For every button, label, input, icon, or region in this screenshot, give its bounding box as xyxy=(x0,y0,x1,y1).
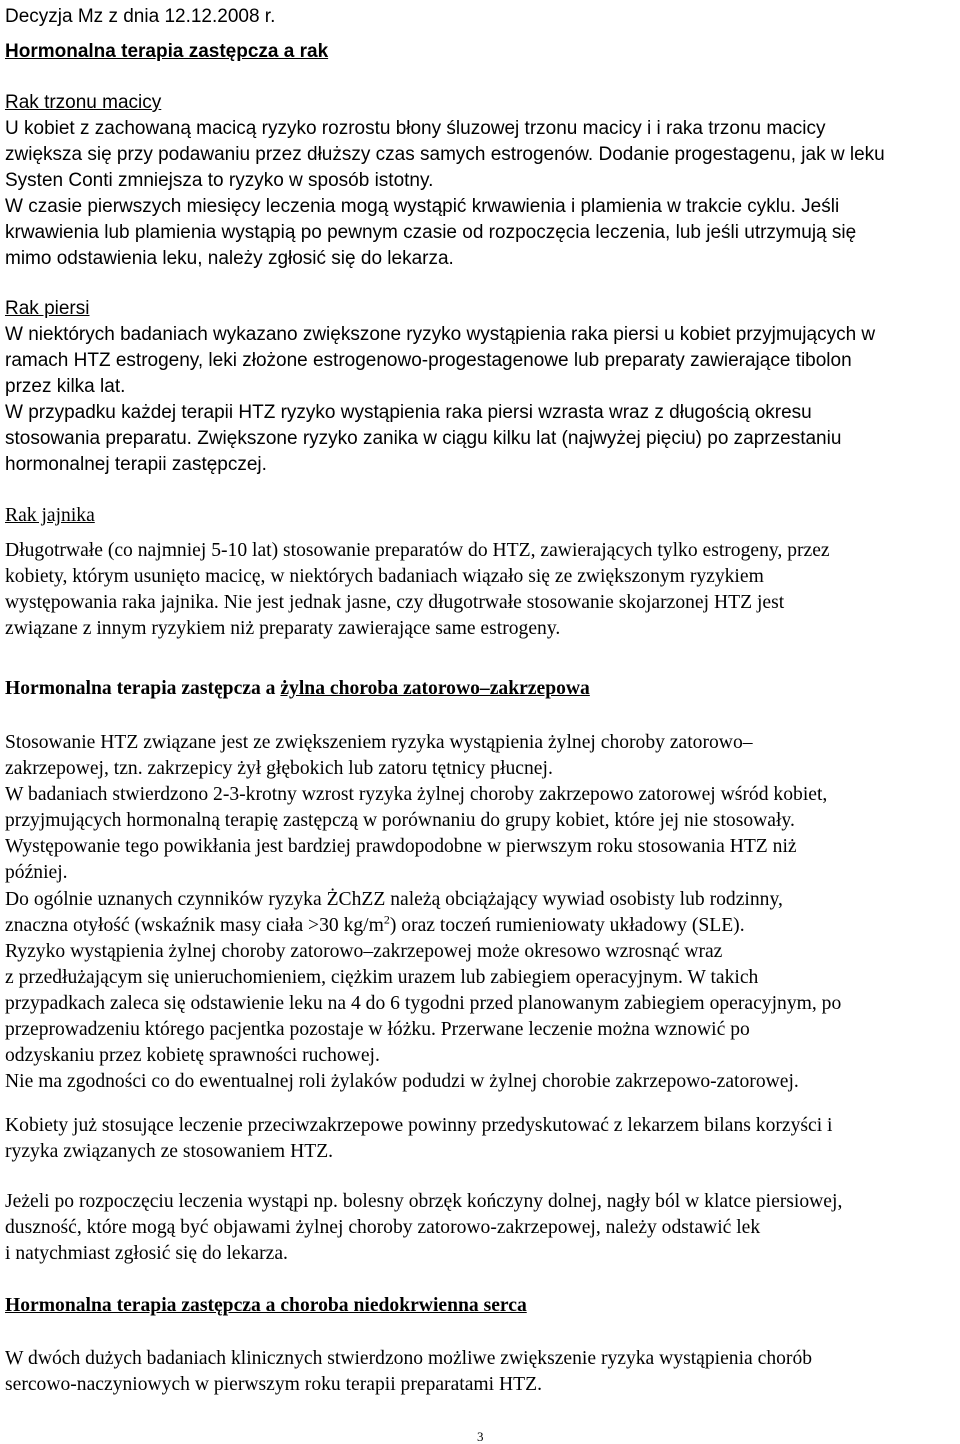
title-emphasis: żylna xyxy=(280,678,325,699)
text-line: stosowania preparatu. Zwiększone ryzyko zanika w ciągu kilku lat (najwyżej pięciu) po zaprzestaniu xyxy=(5,428,842,449)
text-line: zwiększa się przy podawaniu przez dłuższy czas samych estrogenów. Dodanie progestagenu, jak w leku xyxy=(5,144,885,165)
text-line: związane z innym ryzykiem niż preparaty zawierające same estrogeny. xyxy=(5,618,561,640)
text-line: z przedłużającym się unieruchomieniem, ciężkim urazem lub zabiegiem operacyjnym. W takich xyxy=(5,966,759,988)
subheading-breast-cancer: Rak piersi xyxy=(5,298,90,319)
text-line: Systen Conti zmniejsza to ryzyko w sposób istotny. xyxy=(5,170,434,191)
title-prefix: Hormonalna terapia zastępcza a xyxy=(5,678,281,699)
text-line: Długotrwałe (co najmniej 5-10 lat) stosowanie preparatów do HTZ, zawierających tylko estrogeny, przez xyxy=(5,540,830,561)
text-fragment: ) oraz toczeń rumieniowaty układowy (SLE). xyxy=(389,914,745,936)
text-line: W niektórych badaniach wykazano zwiększone ryzyko wystąpienia raka piersi u kobiet przyjmujących w xyxy=(5,324,876,345)
heart-disease-paragraph xyxy=(5,1346,960,1398)
endometrial-cancer-block xyxy=(5,90,960,272)
text-line: przyjmujących hormonalną terapię zastępczą w porównaniu do grupy kobiet, które jej nie stosowały. xyxy=(5,810,795,832)
text-line: przeprowadzeniu którego pacjentka pozostaje w łóżku. Przerwane leczenie można wznowić po xyxy=(5,1019,750,1041)
text-line: mimo odstawienia leku, należy zgłosić się do lekarza. xyxy=(5,248,454,269)
page-number: 3 xyxy=(477,1429,484,1444)
text-line: odzyskaniu przez kobietę sprawności ruchowej. xyxy=(5,1045,380,1067)
section-title-heart-disease: Hormonalna terapia zastępcza a choroba niedokrwienna serca xyxy=(5,1295,527,1316)
text-line: U kobiet z zachowaną macicą ryzyko rozrostu błony śluzowej trzonu macicy i i raka trzonu macicy xyxy=(5,118,826,139)
text-line: kobiety, którym usunięto macicę, w niektórych badaniach wiązało się ze zwiększonym ryzykiem xyxy=(5,566,764,588)
text-line: W czasie pierwszych miesięcy leczenia mogą wystąpić krwawienia i plamienia w trakcie cyklu. Jeśli xyxy=(5,196,840,217)
breast-cancer-block xyxy=(5,296,960,478)
subheading-endometrial-cancer: Rak trzonu macicy xyxy=(5,92,162,113)
symptoms-paragraph xyxy=(5,1189,960,1267)
title-suffix: choroba zatorowo–zakrzepowa xyxy=(325,678,590,699)
text-line: ramach HTZ estrogeny, leki złożone estrogenowo-progestagenowe lub preparaty zawierające tibolon xyxy=(5,350,852,371)
text-line: Kobiety już stosujące leczenie przeciwzakrzepowe powinny przedyskutować z lekarzem bilans korzyści i xyxy=(5,1115,833,1136)
text-line: W dwóch dużych badaniach klinicznych stwierdzono możliwe zwiększenie ryzyka wystąpienia chorób xyxy=(5,1348,813,1369)
decision-header: Decyzja Mz z dnia 12.12.2008 r. xyxy=(5,6,276,27)
text-line: Jeżeli po rozpoczęciu leczenia wystąpi np. bolesny obrzęk kończyny dolnej, nagły ból w klatce piersiowej, xyxy=(5,1191,843,1212)
text-line: Występowanie tego powikłania jest bardziej prawdopodobne w pierwszym roku stosowania HTZ niż xyxy=(5,836,797,858)
text-line: przypadkach zaleca się odstawienie leku na 4 do 6 tygodni przed planowanym zabiegiem operacyjnym, po xyxy=(5,992,842,1014)
text-line: występowania raka jajnika. Nie jest jednak jasne, czy długotrwałe stosowanie skojarzonej HTZ jest xyxy=(5,592,785,614)
text-line: Do ogólnie uznanych czynników ryzyka ŻChZZ należą obciążający wywiad osobisty lub rodzinny, xyxy=(5,888,783,910)
text-line: Ryzyko wystąpienia żylnej choroby zatorowo–zakrzepowej może okresowo wzrosnąć wraz xyxy=(5,940,723,962)
text-line: ryzyka związanych ze stosowaniem HTZ. xyxy=(5,1141,334,1163)
text-line: W badaniach stwierdzono 2-3-krotny wzrost ryzyka żylnej choroby zakrzepowo zatorowej wśród kobiet, xyxy=(5,784,828,806)
subheading-ovarian-cancer: Rak jajnika xyxy=(5,505,95,526)
text-line: hormonalnej terapii zastępczej. xyxy=(5,454,267,475)
text-line: przez kilka lat. xyxy=(5,376,126,397)
text-line: i natychmiast zgłosić się do lekarza. xyxy=(5,1243,288,1265)
ovarian-cancer-paragraph xyxy=(5,538,960,642)
anticoagulant-paragraph xyxy=(5,1113,960,1165)
text-line xyxy=(5,913,960,939)
section-title-cancer: Hormonalna terapia zastępcza a rak xyxy=(5,41,329,62)
section-title-thromboembolism xyxy=(5,676,960,702)
text-line: krwawienia lub plamienia wystąpią po pewnym czasie od rozpoczęcia leczenia, lub jeśli utrzymują się xyxy=(5,222,857,243)
text-line: W przypadku każdej terapii HTZ ryzyko wystąpienia raka piersi wzrasta wraz z długością okresu xyxy=(5,402,812,423)
text-line: później. xyxy=(5,862,68,884)
text-line: Stosowanie HTZ związane jest ze zwiększeniem ryzyka wystąpienia żylnej choroby zatorowo– xyxy=(5,732,753,753)
text-line: zakrzepowej, tzn. zakrzepicy żył głębokich lub zatoru tętnicy płucnej. xyxy=(5,758,553,780)
thromboembolism-paragraph xyxy=(5,730,960,1095)
text-line: Nie ma zgodności co do ewentualnej roli żylaków podudzi w żylnej chorobie zakrzepowo-zatorowej. xyxy=(5,1071,799,1093)
superscript: 2 xyxy=(383,912,390,927)
text-line: sercowo-naczyniowych w pierwszym roku terapii preparatami HTZ. xyxy=(5,1374,542,1396)
text-line: duszność, które mogą być objawami żylnej choroby zatorowo-zakrzepowej, należy odstawić lek xyxy=(5,1217,761,1239)
text-fragment: znaczna otyłość (wskaźnik masy ciała >30 kg/m xyxy=(5,914,384,936)
